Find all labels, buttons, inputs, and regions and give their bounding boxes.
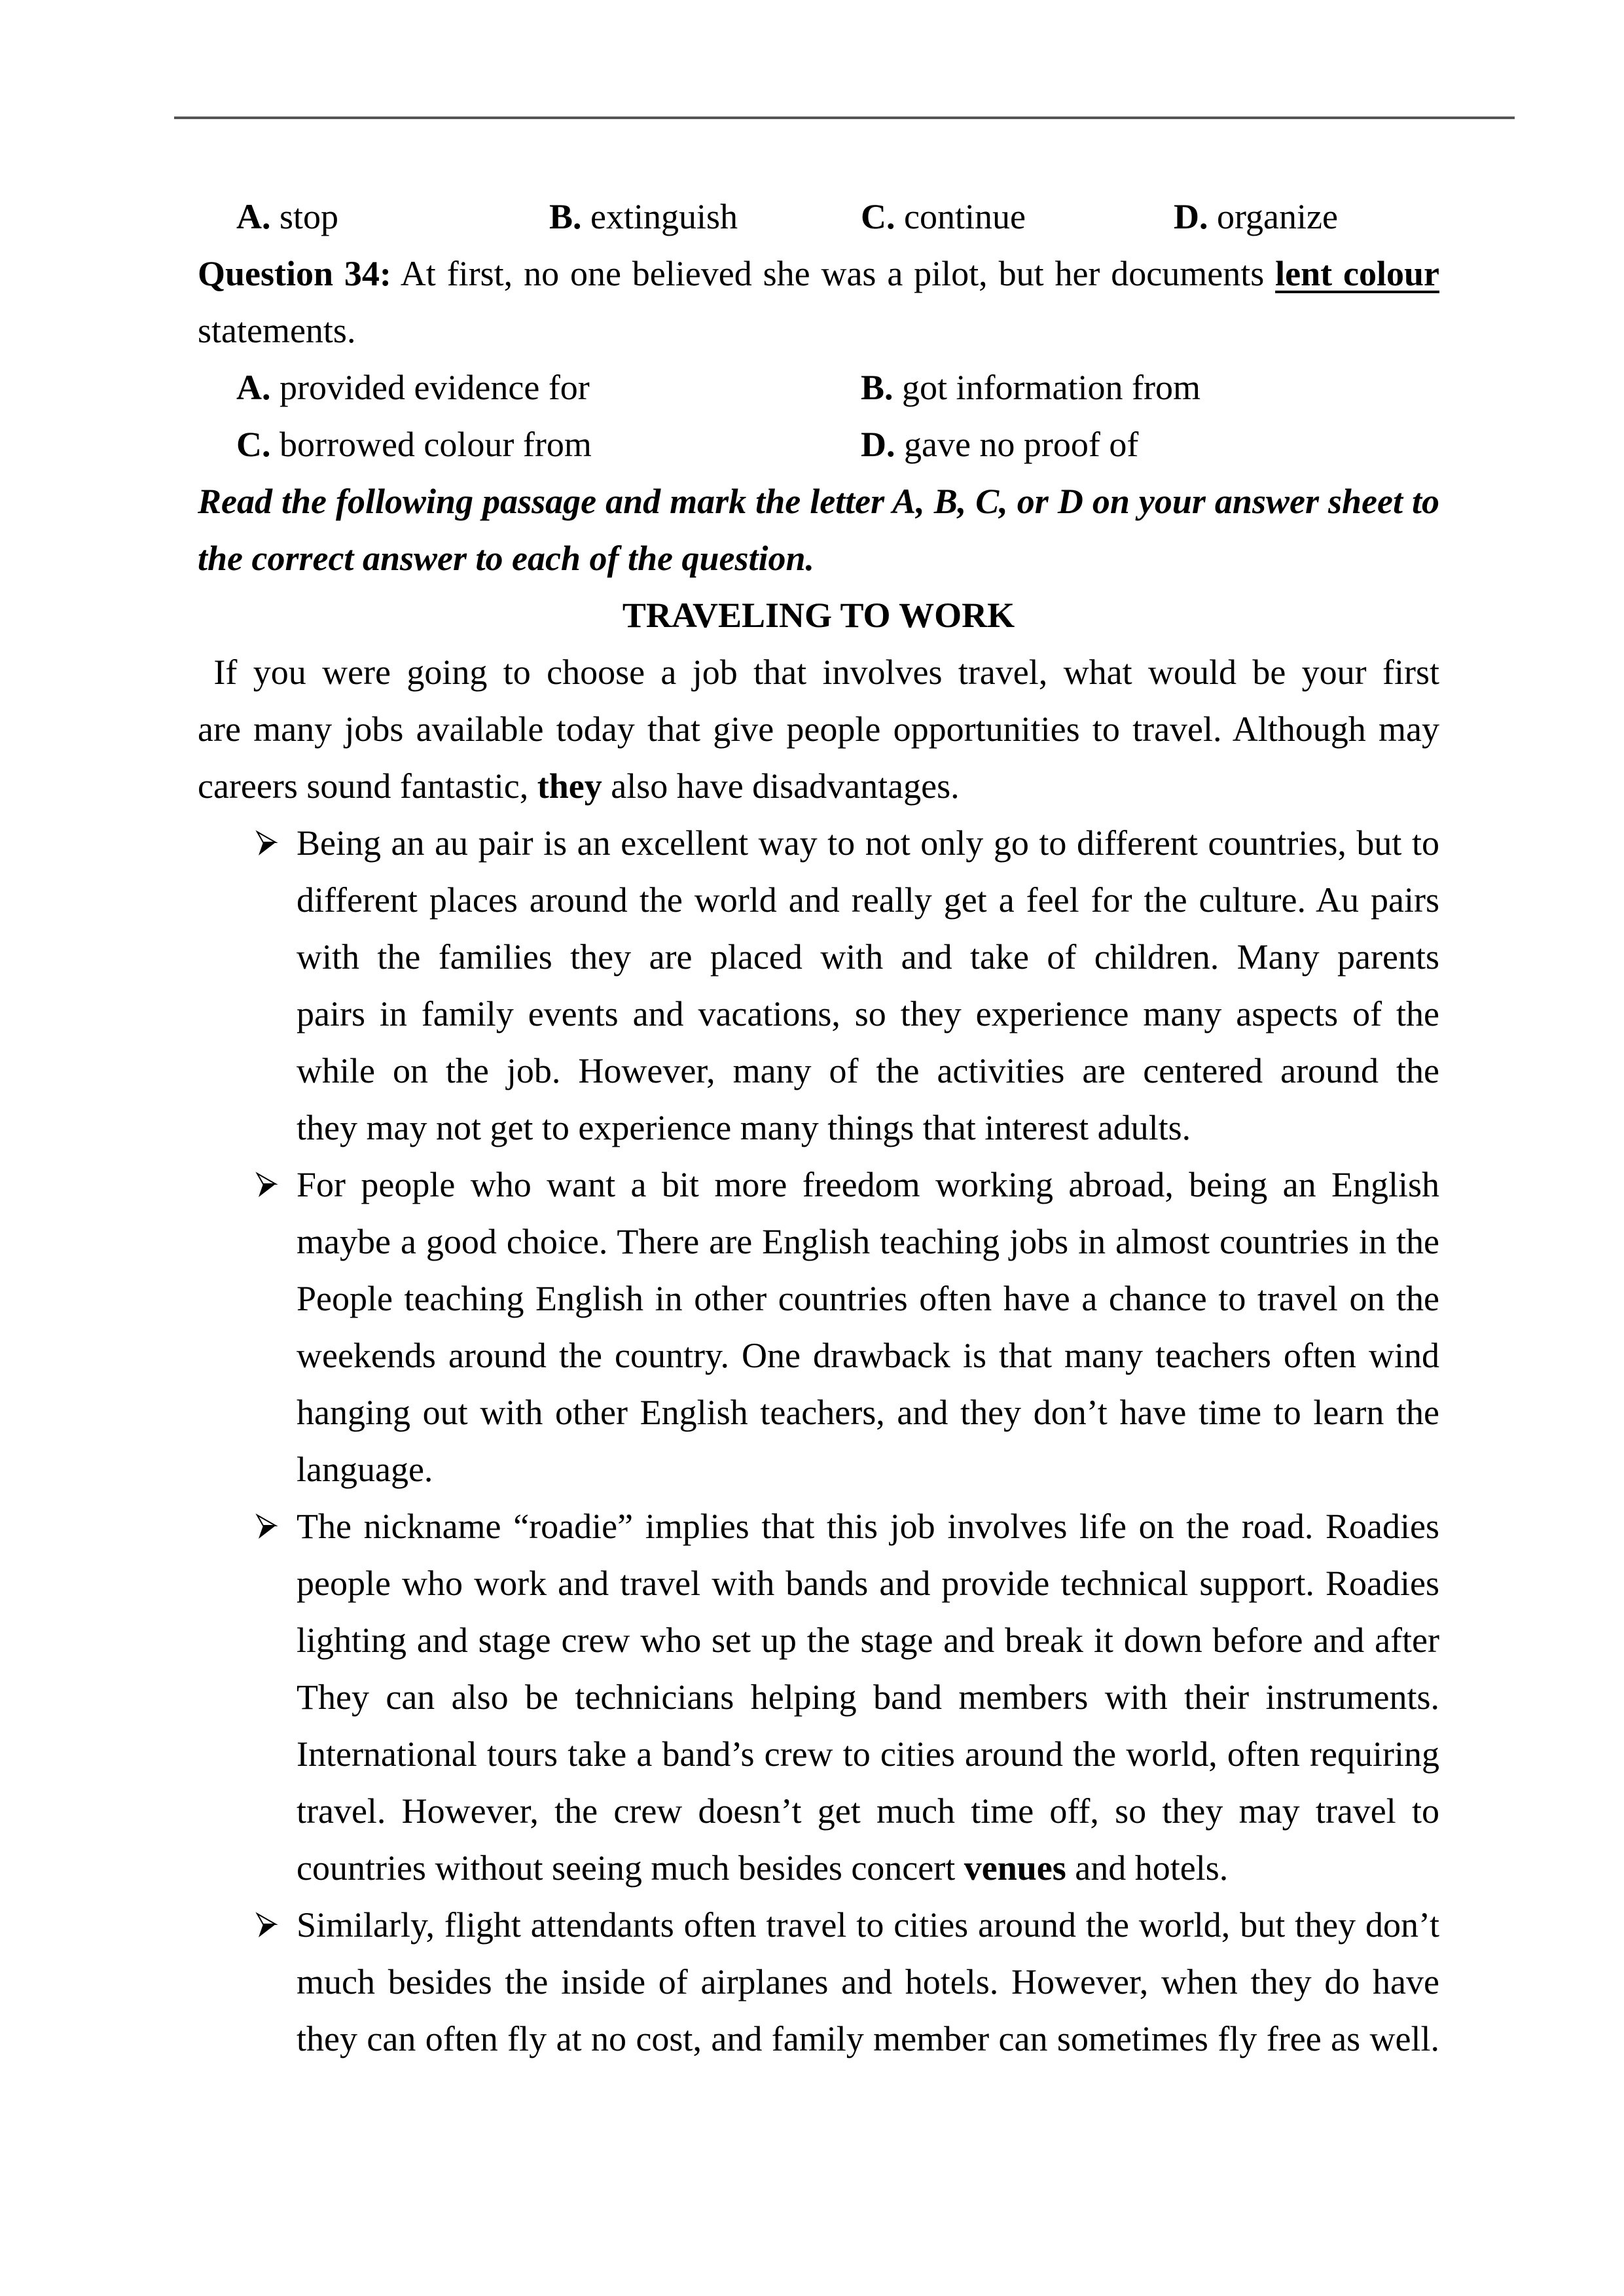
instruction-line: Read the following passage and mark the letter A, B, C, or D on your answer sheet to <box>198 482 1439 521</box>
bullet-paragraph <box>198 815 1439 1157</box>
bullet-paragraph <box>198 1498 1439 1897</box>
q33-options <box>198 188 1439 245</box>
passage-line: language. <box>297 1450 433 1489</box>
text: and hotels. <box>1066 1848 1229 1888</box>
text: also have disadvantages. <box>602 766 960 806</box>
instruction-line: the correct answer to each of the question. <box>198 539 814 578</box>
option-c <box>236 416 592 473</box>
option-letter: D. <box>1174 197 1208 236</box>
passage-line: while on the job. However, many of the activities are centered around the <box>297 1051 1439 1090</box>
passage-line: travel. However, the crew doesn’t get much time off, so they may travel to <box>297 1791 1439 1831</box>
option-text: gave no proof of <box>895 425 1139 464</box>
text: countries without seeing much besides concert <box>297 1848 964 1888</box>
option-letter: A. <box>236 197 271 236</box>
option-letter: A. <box>236 368 271 407</box>
passage-line <box>198 758 1439 815</box>
passage-line: maybe a good choice. There are English teaching jobs in almost countries in the <box>297 1222 1439 1261</box>
arrowhead-bullet-icon <box>253 1897 280 1954</box>
passage-line: they can often fly at no cost, and family member can sometimes fly free as well. <box>297 2019 1439 2058</box>
passage-line: People teaching English in other countries often have a chance to travel on the <box>297 1279 1439 1318</box>
arrowhead-bullet-icon <box>253 1157 280 1213</box>
option-b <box>861 359 1200 416</box>
option-letter: C. <box>236 425 271 464</box>
option-c <box>861 188 1026 245</box>
passage-title: TRAVELING TO WORK <box>622 596 1015 635</box>
option-letter: C. <box>861 197 895 236</box>
option-letter: B. <box>861 368 893 407</box>
passage-line: they may not get to experience many things that interest adults. <box>297 1108 1191 1147</box>
passage-line: They can also be technicians helping band members with their instruments. <box>297 1677 1439 1717</box>
passage-line: hanging out with other English teachers, and they don’t have time to learn the <box>297 1393 1439 1432</box>
passage-line: much besides the inside of airplanes and hotels. However, when they do have <box>297 1962 1439 2001</box>
option-text: provided evidence for <box>270 368 590 407</box>
passage-line: pairs in family events and vacations, so they experience many aspects of the <box>297 994 1439 1033</box>
option-text: stop <box>270 197 339 236</box>
stem-text: At first, no one believed she was a pilot, but her documents <box>391 254 1276 293</box>
page-content <box>198 188 1439 2068</box>
option-text: borrowed colour from <box>270 425 592 464</box>
q34-options-row1 <box>198 359 1439 416</box>
option-text: organize <box>1208 197 1338 236</box>
bullet-paragraph <box>198 1897 1439 2068</box>
passage-line: with the families they are placed with and take of children. Many parents <box>297 937 1439 977</box>
option-a <box>236 359 590 416</box>
passage-line: The nickname “roadie” implies that this job involves life on the road. Roadies <box>297 1507 1439 1546</box>
passage-line: Similarly, flight attendants often travel to cities around the world, but they don’t <box>297 1905 1439 1945</box>
bold-word: they <box>537 766 602 806</box>
option-letter: B. <box>549 197 582 236</box>
option-letter: D. <box>861 425 895 464</box>
underlined-phrase: lent colour <box>1275 254 1439 293</box>
option-b <box>549 188 738 245</box>
passage-line: different places around the world and really get a feel for the culture. Au pairs <box>297 880 1439 920</box>
option-text: got information from <box>893 368 1200 407</box>
bullet-paragraph <box>198 1157 1439 1498</box>
passage-line: International tours take a band’s crew to cities around the world, often requiring <box>297 1734 1439 1774</box>
passage-line <box>198 1840 1439 1897</box>
option-d <box>1174 188 1338 245</box>
option-a <box>236 188 338 245</box>
option-text: continue <box>895 197 1026 236</box>
passage-line: people who work and travel with bands and provide technical support. Roadies <box>297 1564 1439 1603</box>
question-label: Question 34: <box>198 254 391 293</box>
passage-line: weekends around the country. One drawback is that many teachers often wind <box>297 1336 1439 1375</box>
question-34-stem-cont: statements. <box>198 311 356 350</box>
option-text: extinguish <box>581 197 738 236</box>
arrowhead-bullet-icon <box>253 1498 280 1555</box>
text: careers sound fantastic, <box>198 766 537 806</box>
passage-line: Being an au pair is an excellent way to not only go to different countries, but to <box>297 823 1439 863</box>
bold-word: venues <box>964 1848 1066 1888</box>
passage-line: For people who want a bit more freedom working abroad, being an English <box>297 1165 1439 1204</box>
arrowhead-bullet-icon <box>253 815 280 872</box>
option-d <box>861 416 1138 473</box>
question-34-stem <box>198 245 1439 302</box>
header-rule <box>174 117 1515 119</box>
q34-options-row2 <box>198 416 1439 473</box>
passage-line: If you were going to choose a job that involves travel, what would be your first <box>213 653 1439 692</box>
passage-line: are many jobs available today that give people opportunities to travel. Although may <box>198 709 1439 749</box>
passage-line: lighting and stage crew who set up the stage and break it down before and after <box>297 1621 1439 1660</box>
